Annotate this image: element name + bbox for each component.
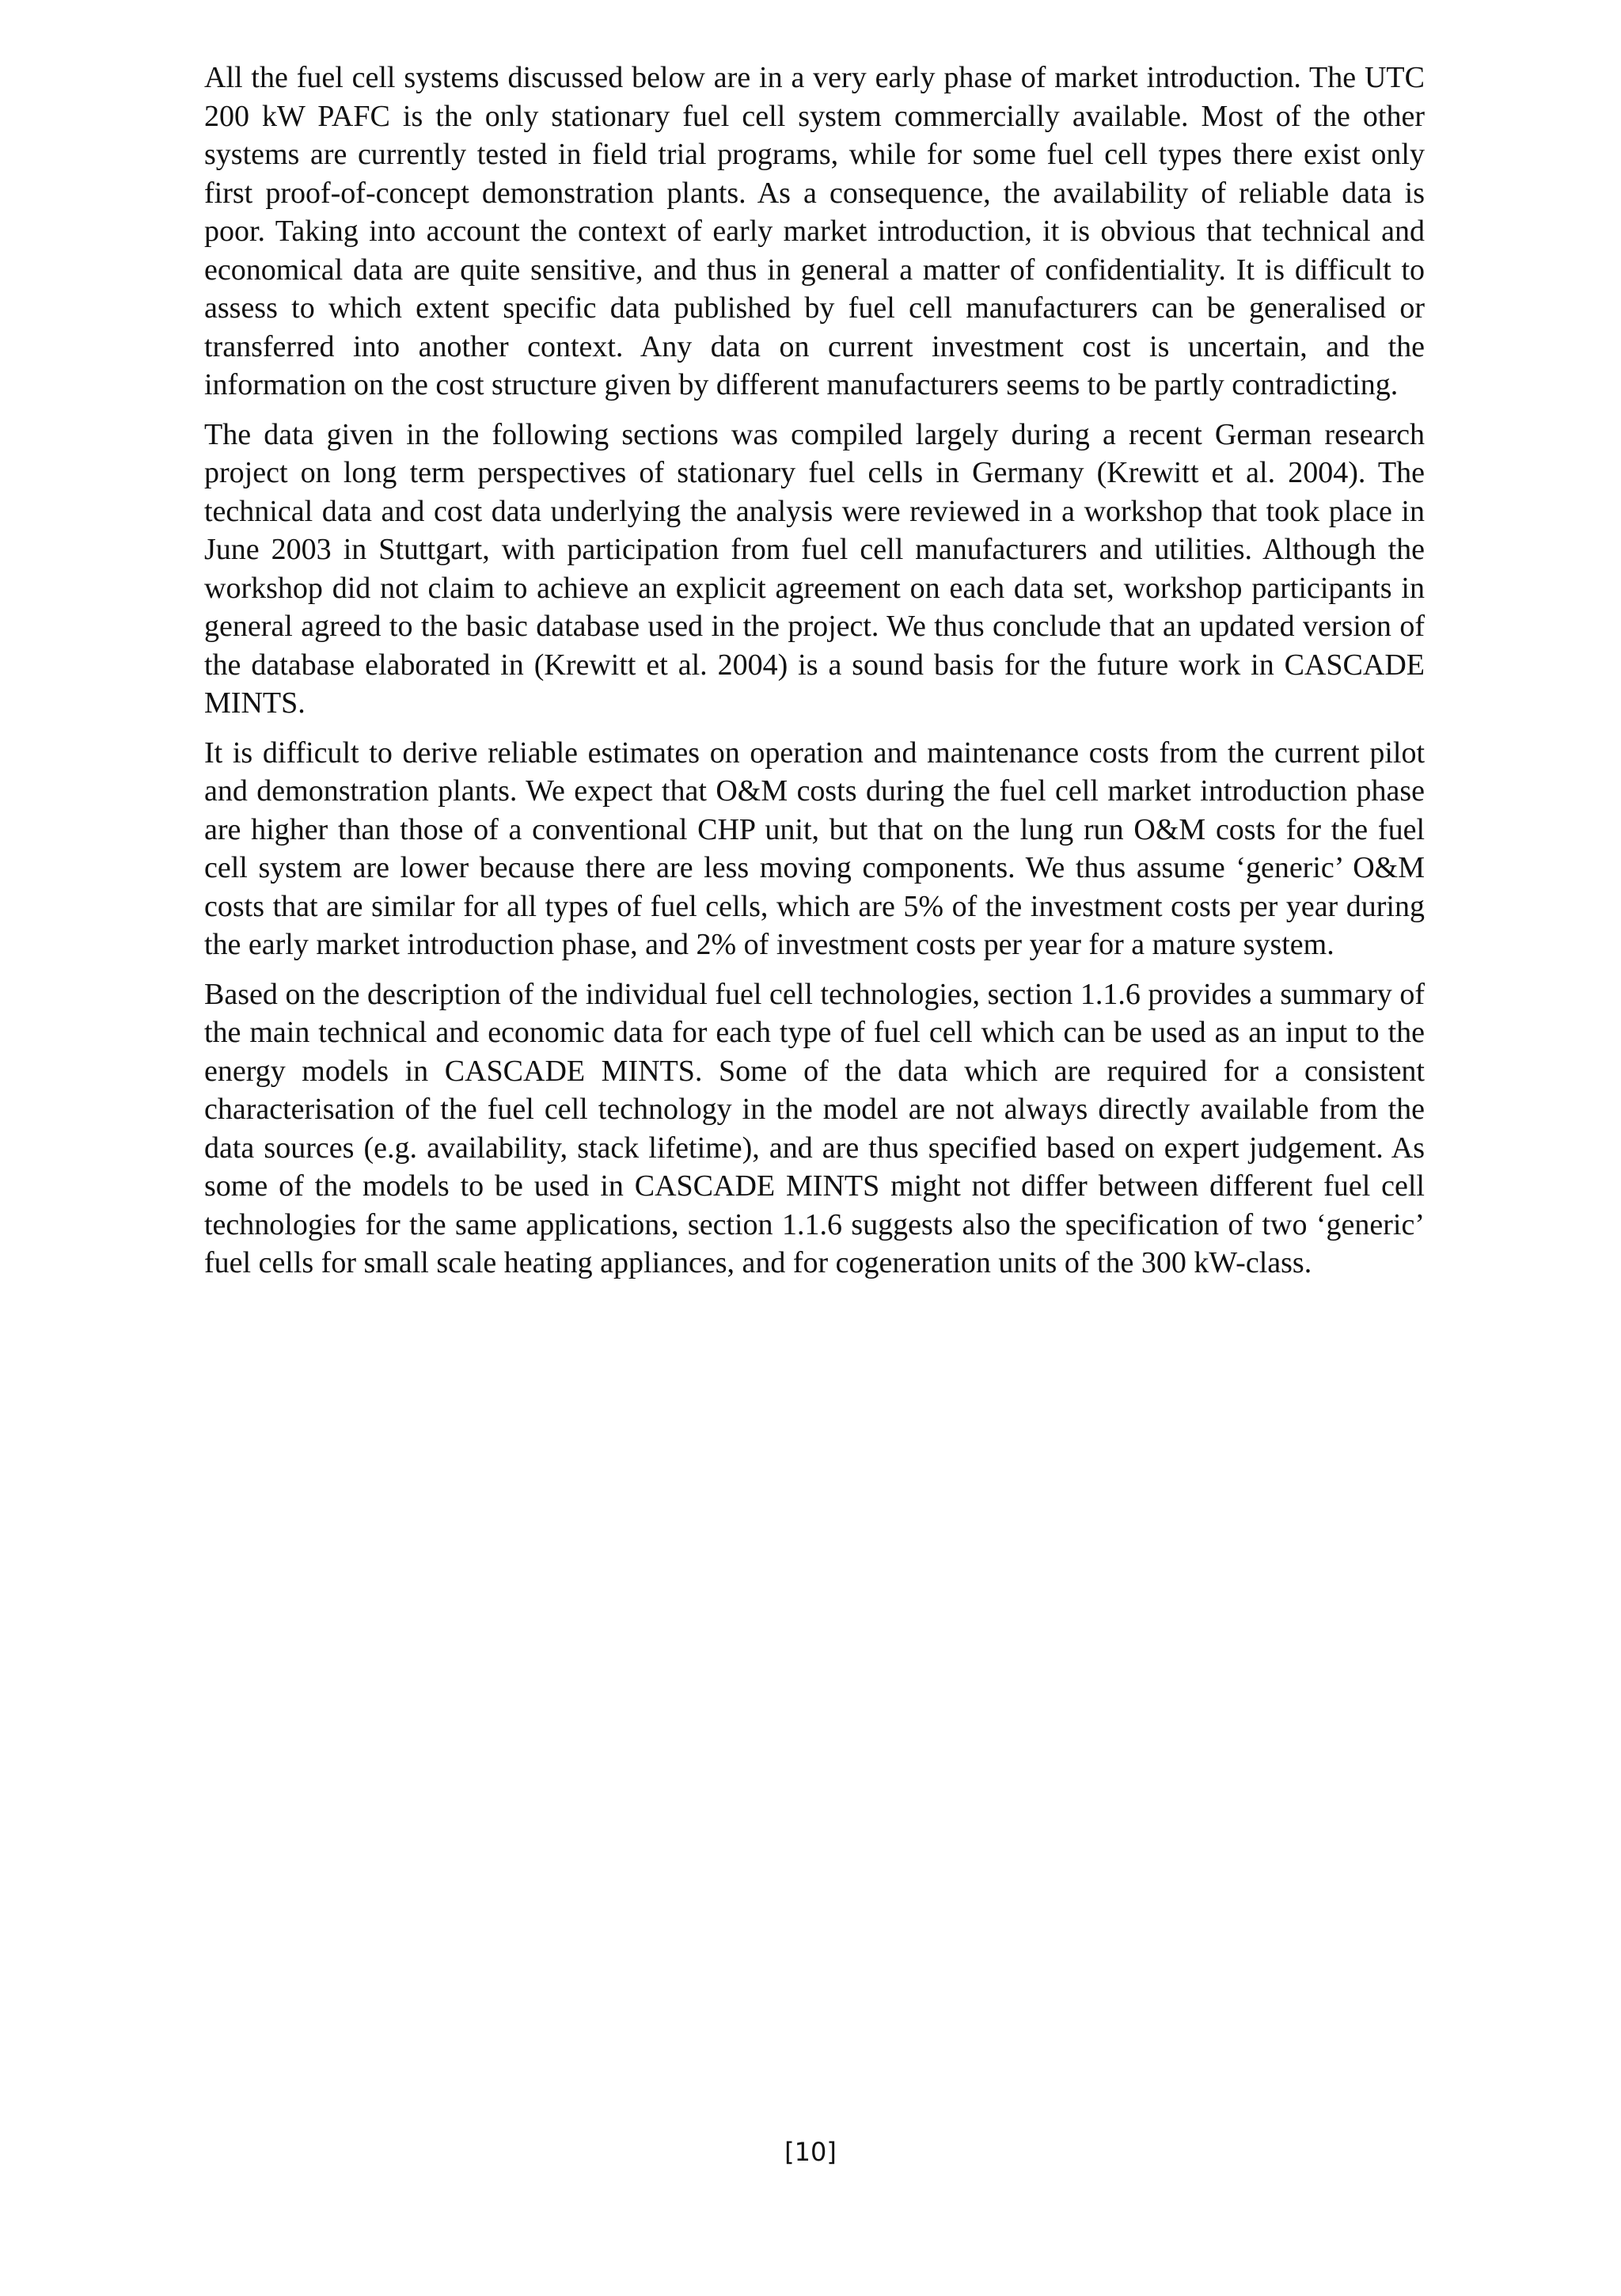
paragraph-summary: Based on the description of the individual fuel cell technologies, section 1.1.6 provides a summary of the main technical and economic data for each type of fuel cell which can be used as an input to the energy models in CASCADE MINTS. Some of the data which are required for a consistent characterisation of the fuel cell technology in the model are not always directly available from the data sources (e.g. availability, stack lifetime), and are thus specified based on expert judgement. As some of the models to be used in CASCADE MINTS might not differ between different fuel cell technologies for the same applications, section 1.1.6 suggests also the specification of two ‘generic’ fuel cells for small scale heating appliances, and for cogeneration units of the 300 kW-class. <box>204 977 1425 1279</box>
body-text <box>204 59 1425 1294</box>
paragraph-om-costs: It is difficult to derive reliable estimates on operation and maintenance costs from the current pilot and demonstration plants. We expect that O&M costs during the fuel cell market introduction phase are higher than those of a conventional CHP unit, but that on the lung run O&M costs for the fuel cell system are lower because there are less moving components. We thus assume ‘generic’ O&M costs that are similar for all types of fuel cells, which are 5% of the investment costs per year during the early market introduction phase, and 2% of investment costs per year for a mature system. <box>204 736 1425 961</box>
paragraph-market-introduction: All the fuel cell systems discussed below are in a very early phase of market introduction. The UTC 200 kW PAFC is the only stationary fuel cell system commercially available. Most of the other systems are currently tested in field trial programs, while for some fuel cell types there exist only first proof-of-concept demonstration plants. As a consequence, the availability of reliable data is poor. Taking into account the context of early market introduction, it is obvious that technical and economical data are quite sensitive, and thus in general a matter of confidentiality. It is difficult to assess to which extent specific data published by fuel cell manufacturers can be generalised or transferred into another context. Any data on current investment cost is uncertain, and the information on the cost structure given by different manufacturers seems to be partly contradicting. <box>204 61 1425 401</box>
paragraph-data-sources: The data given in the following sections was compiled largely during a recent German research project on long term perspectives of stationary fuel cells in Germany (Krewitt et al. 2004). The technical data and cost data underlying the analysis were reviewed in a workshop that took place in June 2003 in Stuttgart, with participation from fuel cell manufacturers and utilities. Although the workshop did not claim to achieve an explicit agreement on each data set, workshop participants in general agreed to the basic database used in the project. We thus conclude that an updated version of the database elaborated in (Krewitt et al. 2004) is a sound basis for the future work in CASCADE MINTS. <box>204 417 1425 720</box>
page-number: [10] <box>784 2137 837 2167</box>
